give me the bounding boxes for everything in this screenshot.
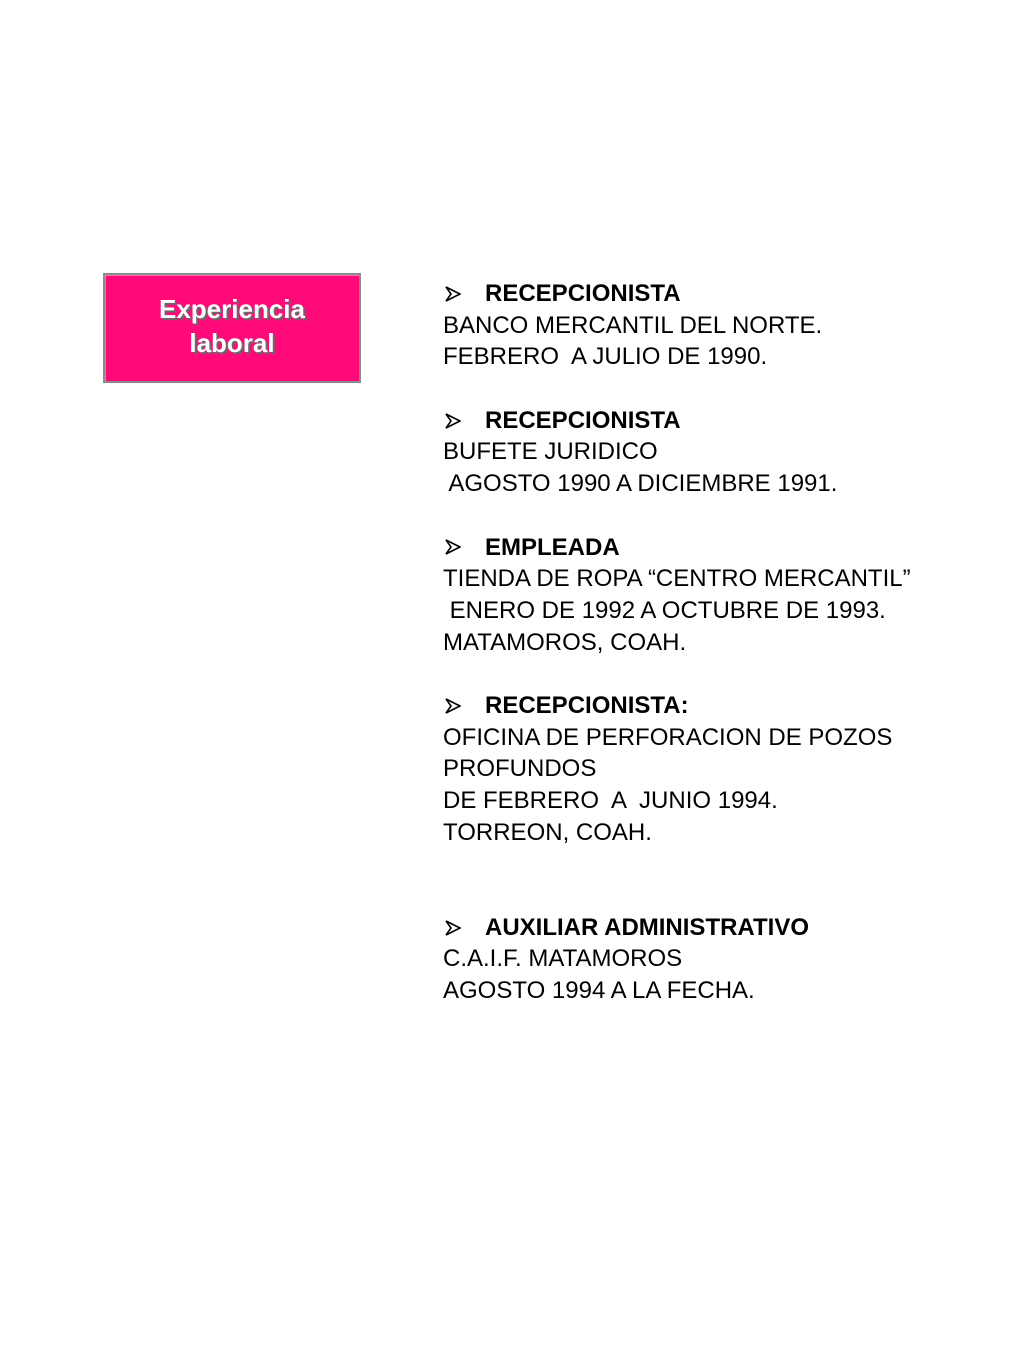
entry-employer-continued: PROFUNDOS [443, 755, 597, 783]
entry-employer: TIENDA DE ROPA “CENTRO MERCANTIL” [443, 565, 911, 593]
experience-entry [443, 405, 1013, 500]
entry-role: RECEPCIONISTA [485, 406, 681, 434]
entry-employer: BANCO MERCANTIL DEL NORTE. [443, 311, 823, 339]
experience-entry [443, 532, 1013, 659]
experience-entry [443, 912, 1013, 1007]
entry-period: ENERO DE 1992 A OCTUBRE DE 1993. [443, 596, 886, 624]
entry-role: EMPLEADA [485, 533, 620, 561]
chevron-right-icon [445, 920, 461, 936]
chevron-right-icon [445, 539, 461, 555]
experience-entry [443, 278, 1013, 373]
entry-role: RECEPCIONISTA [485, 280, 681, 307]
entry-role: AUXILIAR ADMINISTRATIVO [485, 913, 809, 941]
entry-location: TORREON, COAH. [443, 818, 652, 846]
work-experience-list [443, 278, 1013, 1007]
section-title: Experiencia laboral [159, 294, 305, 358]
entry-period: FEBRERO A JULIO DE 1990. [443, 343, 768, 371]
experience-entry [443, 690, 1013, 848]
entry-location: MATAMOROS, COAH. [443, 628, 687, 656]
entry-period: AGOSTO 1994 A LA FECHA. [443, 977, 755, 1005]
chevron-right-icon [445, 286, 461, 302]
chevron-right-icon [445, 698, 461, 714]
entry-role: RECEPCIONISTA: [485, 691, 689, 719]
entry-period: DE FEBRERO A JUNIO 1994. [443, 787, 778, 814]
entry-employer: OFICINA DE PERFORACION DE POZOS [443, 723, 893, 751]
section-label-box [103, 273, 361, 383]
chevron-right-icon [445, 413, 461, 429]
entry-employer: BUFETE JURIDICO [443, 438, 658, 466]
entry-employer: C.A.I.F. MATAMOROS [443, 945, 683, 973]
entry-period: AGOSTO 1990 A DICIEMBRE 1991. [443, 470, 838, 498]
